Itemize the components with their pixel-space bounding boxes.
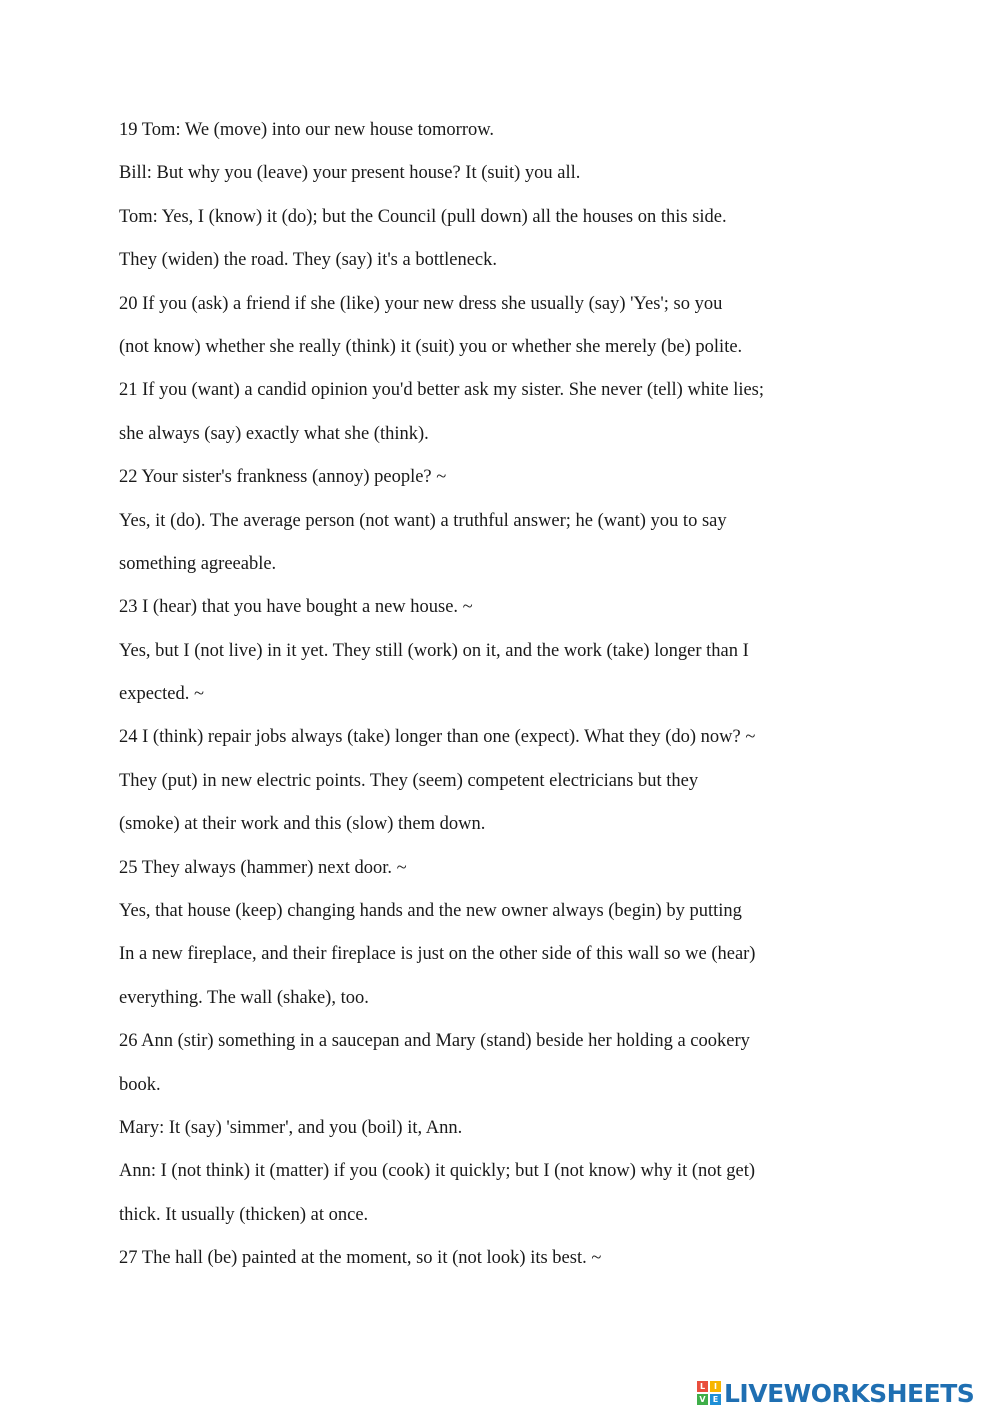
logo-letter: L [697, 1381, 708, 1392]
text-line: Yes, that house (keep) changing hands and the new owner always (begin) by putting [119, 901, 742, 922]
text-line: They (put) in new electric points. They (seem) competent electricians but they [119, 770, 699, 791]
text-line: 25 They always (hammer) next door. ~ [119, 857, 407, 878]
text-line: 21 If you (want) a candid opinion you'd better ask my sister. She never (tell) white lies; [119, 380, 765, 401]
text-line: expected. ~ [119, 684, 204, 705]
liveworksheets-logo[interactable] [697, 1377, 974, 1409]
logo-wordmark: LIVEWORKSHEETS [724, 1378, 975, 1408]
text-line: Mary: It (say) 'simmer', and you (boil) it, Ann. [119, 1117, 463, 1138]
text-line: Bill: But why you (leave) your present house? It (suit) you all. [119, 163, 581, 184]
text-line: Yes, it (do). The average person (not want) a truthful answer; he (want) you to say [119, 510, 727, 531]
text-line: Ann: I (not think) it (matter) if you (cook) it quickly; but I (not know) why it (not get) [119, 1161, 756, 1182]
text-line: 23 I (hear) that you have bought a new house. ~ [119, 597, 473, 618]
text-line: she always (say) exactly what she (think). [119, 423, 429, 444]
logo-letter: E [710, 1394, 721, 1405]
text-line: 24 I (think) repair jobs always (take) longer than one (expect). What they (do) now? ~ [119, 727, 756, 748]
text-line: 20 If you (ask) a friend if she (like) your new dress she usually (say) 'Yes'; so you [119, 293, 723, 314]
text-line: 19 Tom: We (move) into our new house tomorrow. [119, 120, 495, 140]
text-line: something agreeable. [119, 553, 277, 574]
logo-mark-icon [697, 1381, 721, 1405]
text-line: book. [119, 1074, 161, 1095]
text-line: thick. It usually (thicken) at once. [119, 1204, 369, 1225]
text-line: everything. The wall (shake), too. [119, 987, 369, 1008]
text-line: 27 The hall (be) painted at the moment, so it (not look) its best. ~ [119, 1248, 602, 1269]
text-line: 22 Your sister's frankness (annoy) people? ~ [119, 467, 447, 488]
text-line: (not know) whether she really (think) it (suit) you or whether she merely (be) polite. [119, 336, 743, 357]
logo-letter: V [697, 1394, 708, 1405]
text-line: Tom: Yes, I (know) it (do); but the Council (pull down) all the houses on this side. [119, 206, 727, 227]
text-line: In a new fireplace, and their fireplace is just on the other side of this wall so we (hear) [119, 944, 756, 965]
text-line: (smoke) at their work and this (slow) them down. [119, 814, 486, 835]
logo-letter: I [710, 1381, 721, 1392]
exercise-text [119, 116, 979, 1288]
text-line: Yes, but I (not live) in it yet. They still (work) on it, and the work (take) longer than I [119, 640, 749, 661]
text-line: 26 Ann (stir) something in a saucepan and Mary (stand) beside her holding a cookery [119, 1031, 750, 1052]
text-line: They (widen) the road. They (say) it's a bottleneck. [119, 250, 498, 271]
